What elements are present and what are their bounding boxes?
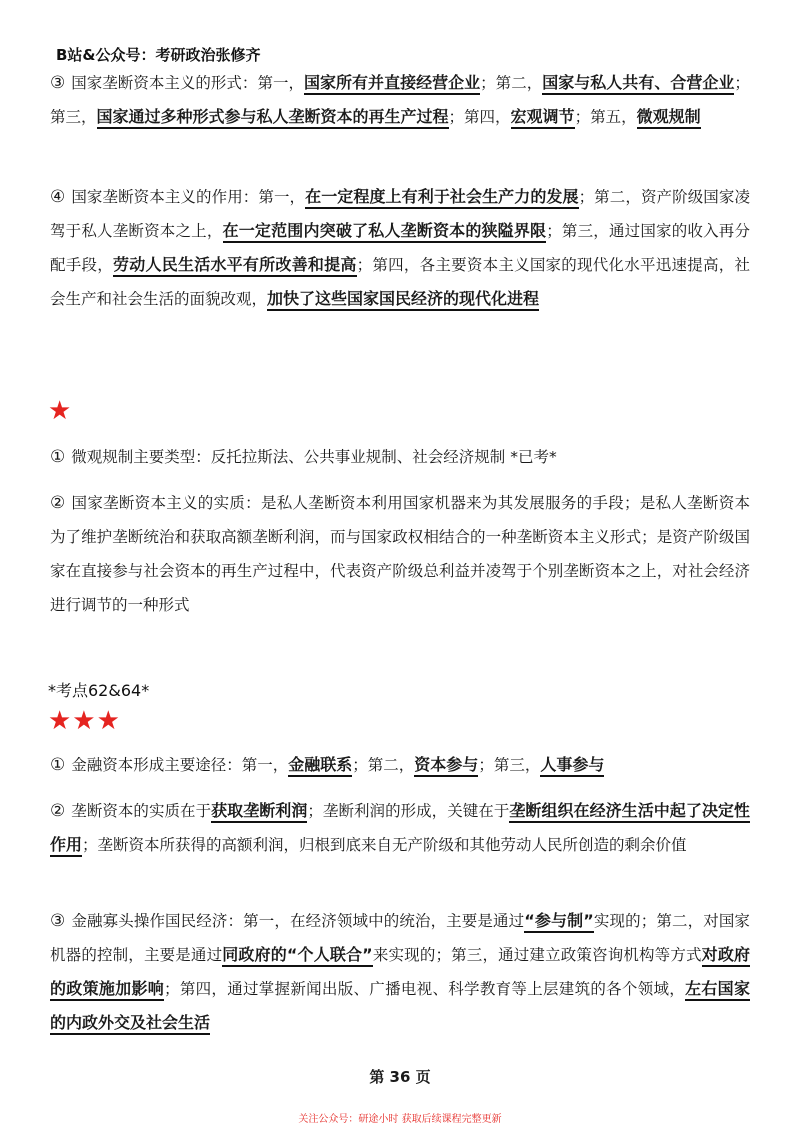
item-number: ② (50, 493, 66, 513)
highlight: 同政府的“个人联合” (222, 945, 372, 967)
highlight: 国家与私人共 (542, 73, 638, 95)
highlight: 人事参与 (540, 755, 604, 777)
highlight: 左右国家的内政外交及社会生活 (50, 979, 750, 1035)
text: ，主要是通过 (430, 912, 525, 930)
highlight: 劳动人民生活水平有所改善和提高 (113, 255, 357, 277)
highlight: 国家所有并直接经营企业 (304, 73, 480, 95)
text: 反托拉斯法、公共事业规制、社会经济规制 (210, 448, 506, 466)
text: ；垄断利润的形成，关键在于 (307, 802, 510, 820)
highlight: 微观规制 (637, 107, 701, 129)
item-number: ③ (50, 911, 66, 931)
text: 是私人垄断资本利用国家机器来为其发展服务的手段；是私人垄断资本为了维护垄断统治和获取高额垄断利润，而与国家政权相结合的一种垄断资本主义形式；是资产阶级国家在直接参与社会资本的再生产过程中，代表资产阶级总利益并凌驾于个别垄断资本之上，对社会经济进行调节的一种形式 (50, 494, 750, 614)
item-number: ① (50, 447, 66, 467)
text: 国家垄断资本主义的实质： (71, 494, 261, 512)
text: 来实现的；第三，通过建立政策咨询机构等方式 (372, 946, 702, 964)
text: ；第三，通过国家的收入再分配手段， (50, 222, 750, 274)
highlight: 活中起了决定性作用 (50, 801, 750, 857)
item-number: ② (50, 801, 66, 821)
highlight: 资本参与 (414, 755, 478, 777)
text: 国家垄断资本主义的作用：第一， (71, 188, 306, 206)
item-micro-regulation (50, 440, 750, 474)
highlight: 垄断组织在经济生 (509, 801, 637, 823)
text: 实现的；第二， (593, 912, 704, 930)
item-financial-oligarchy (50, 904, 750, 1040)
text: 金融资本形成主要途径：第一， (71, 756, 289, 774)
highlight: 对政府的政策施加影响 (50, 945, 750, 1001)
page-header: B站&公众号：考研政治张修齐 (56, 46, 261, 64)
text: 垄断资本的实质在于 (71, 802, 212, 820)
text: 国家垄断资本主义的形式：第一， (71, 74, 304, 92)
page-number: 第 36 页 (369, 1068, 431, 1086)
three-stars-icon: ★★★ (48, 706, 121, 736)
item-monopoly-essence (50, 794, 750, 862)
highlight: 界限 (514, 221, 546, 243)
item-number: ③ (50, 73, 66, 93)
text: 金融寡头操作国民经济：第一， (71, 912, 290, 930)
highlight: 在一定范围内突破了私人垄断资本的狭隘 (223, 221, 514, 243)
star-icon: ★ (48, 396, 73, 426)
text: ；第四， (448, 108, 511, 126)
text: ；垄断资本所获得的高额利润，归根到底来自无产阶级和其他劳动人民所创造的剩余价值 (82, 836, 687, 854)
item-essence (50, 486, 750, 622)
item-effects (50, 180, 750, 316)
item-number: ① (50, 755, 66, 775)
highlight: 国家通过多种形式参与私人垄断资本的再生产过程 (97, 107, 449, 129)
text: ；第三， (50, 74, 750, 126)
highlight: 有、合营企业 (638, 73, 734, 95)
footer-note: 关注公众号：研途小时 获取后续课程完整更新 (298, 1114, 502, 1125)
exam-point-label: *考点62&64* (48, 681, 150, 700)
text: 在经济领域中的统治 (290, 912, 431, 930)
text: 对国家机器的控制 (50, 912, 750, 964)
text: ；第二， (352, 756, 415, 774)
item-finance-capital (50, 748, 750, 782)
text: ；第四，各主要资本主义国家的现代化水平迅速提高，社会生产和社会生活的面貌改观， (50, 256, 750, 308)
text: ；第二，资产阶级国家凌驾于私人垄断资本之上， (50, 188, 750, 240)
item-forms (50, 66, 750, 134)
text: ，主要是通过 (128, 946, 223, 964)
highlight: 在一定程度上有利于社会生产力的发展 (305, 187, 578, 209)
text: 微观规制主要类型： (71, 448, 211, 466)
exam-tag: *已考* (505, 448, 557, 466)
text: ；第三， (478, 756, 541, 774)
item-number: ④ (50, 187, 66, 207)
text: ；第四，通过掌握新闻出版、广播电视、科学教育等上层建筑的各个领域， (164, 980, 686, 998)
highlight: 加快了这些国家国民经济的现代化进程 (267, 289, 539, 311)
highlight: 获取垄断利润 (211, 801, 307, 823)
text: ；第二， (480, 74, 543, 92)
highlight: 宏观调节 (511, 107, 575, 129)
highlight: 金融联系 (288, 755, 352, 777)
text: ；第五， (574, 108, 637, 126)
highlight: “参与制” (524, 911, 594, 933)
